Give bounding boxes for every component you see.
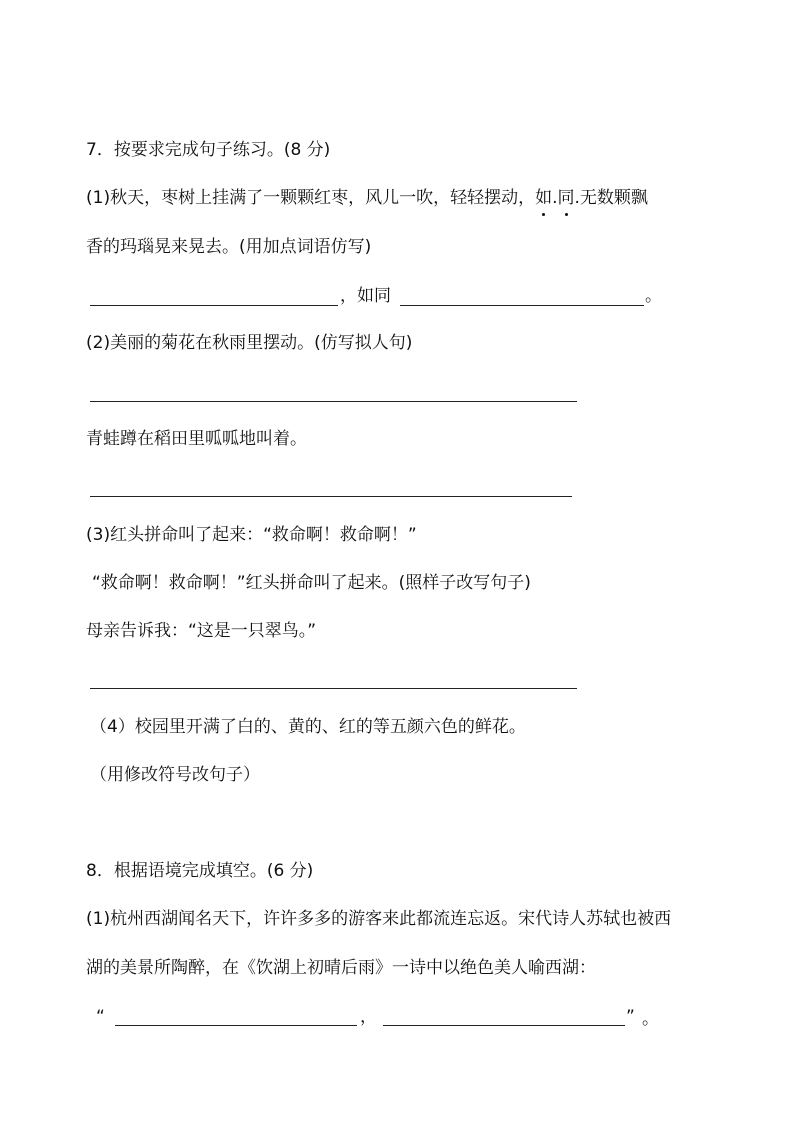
comma: ， (360, 1007, 377, 1027)
q8-heading: 8．根据语境完成填空。(6 分) (86, 861, 314, 881)
answer-line-3[interactable] (90, 401, 577, 402)
q7-part1-line1 (86, 187, 648, 209)
open-quote: “ (96, 1007, 105, 1027)
q7-part3-converted: “救命啊！救命啊！”红头拼命叫了起来。(照样子改写句子) (92, 573, 531, 593)
answer-line-4[interactable] (90, 496, 572, 497)
q8-part1-line2: 湖的美景所陶醉，在《饮湖上初晴后雨》一诗中以绝色美人喻西湖： (86, 958, 596, 978)
answer-blank-6[interactable] (115, 1025, 357, 1026)
answer-blank-7[interactable] (383, 1025, 625, 1026)
separator: . (552, 188, 558, 208)
q7-part3-example: (3)红头拼命叫了起来：“救命啊！救命啊！” (86, 525, 417, 545)
q7-part1-text-end: .无数颗飘 (574, 188, 648, 208)
q7-part1-end-mark: 。 (645, 286, 662, 306)
q7-part1-mid-text: ，如同 (340, 286, 391, 306)
dotted-char: 同 (557, 188, 575, 208)
q7-part4-sentence: （4）校园里开满了白的、黄的、红的等五颜六色的鲜花。 (90, 717, 526, 737)
q7-part4-instruction: （用修改符号改句子） (90, 765, 260, 785)
q7-part2-second-sentence: 青蛙蹲在稻田里呱呱地叫着。 (86, 429, 307, 449)
q7-part1-text: (1)秋天，枣树上挂满了一颗颗红枣，风儿一吹，轻轻摆动， (86, 188, 536, 208)
answer-blank-1[interactable] (90, 305, 338, 306)
dotted-char: 如 (535, 188, 553, 208)
end-mark: 。 (642, 1009, 659, 1029)
q7-heading: 7．按要求完成句子练习。(8 分) (86, 140, 331, 160)
q7-part2-prompt: (2)美丽的菊花在秋雨里摆动。(仿写拟人句) (86, 333, 413, 353)
answer-blank-2[interactable] (400, 305, 644, 306)
q8-part1-line1: (1)杭州西湖闻名天下，许许多多的游客来此都流连忘返。宋代诗人苏轼也被西 (86, 909, 672, 929)
close-quote: ” (626, 1007, 635, 1027)
answer-line-5[interactable] (90, 688, 577, 689)
q7-part1-line2: 香的玛瑙晃来晃去。(用加点词语仿写) (86, 237, 372, 257)
q7-part3-task: 母亲告诉我：“这是一只翠鸟。” (86, 621, 317, 641)
